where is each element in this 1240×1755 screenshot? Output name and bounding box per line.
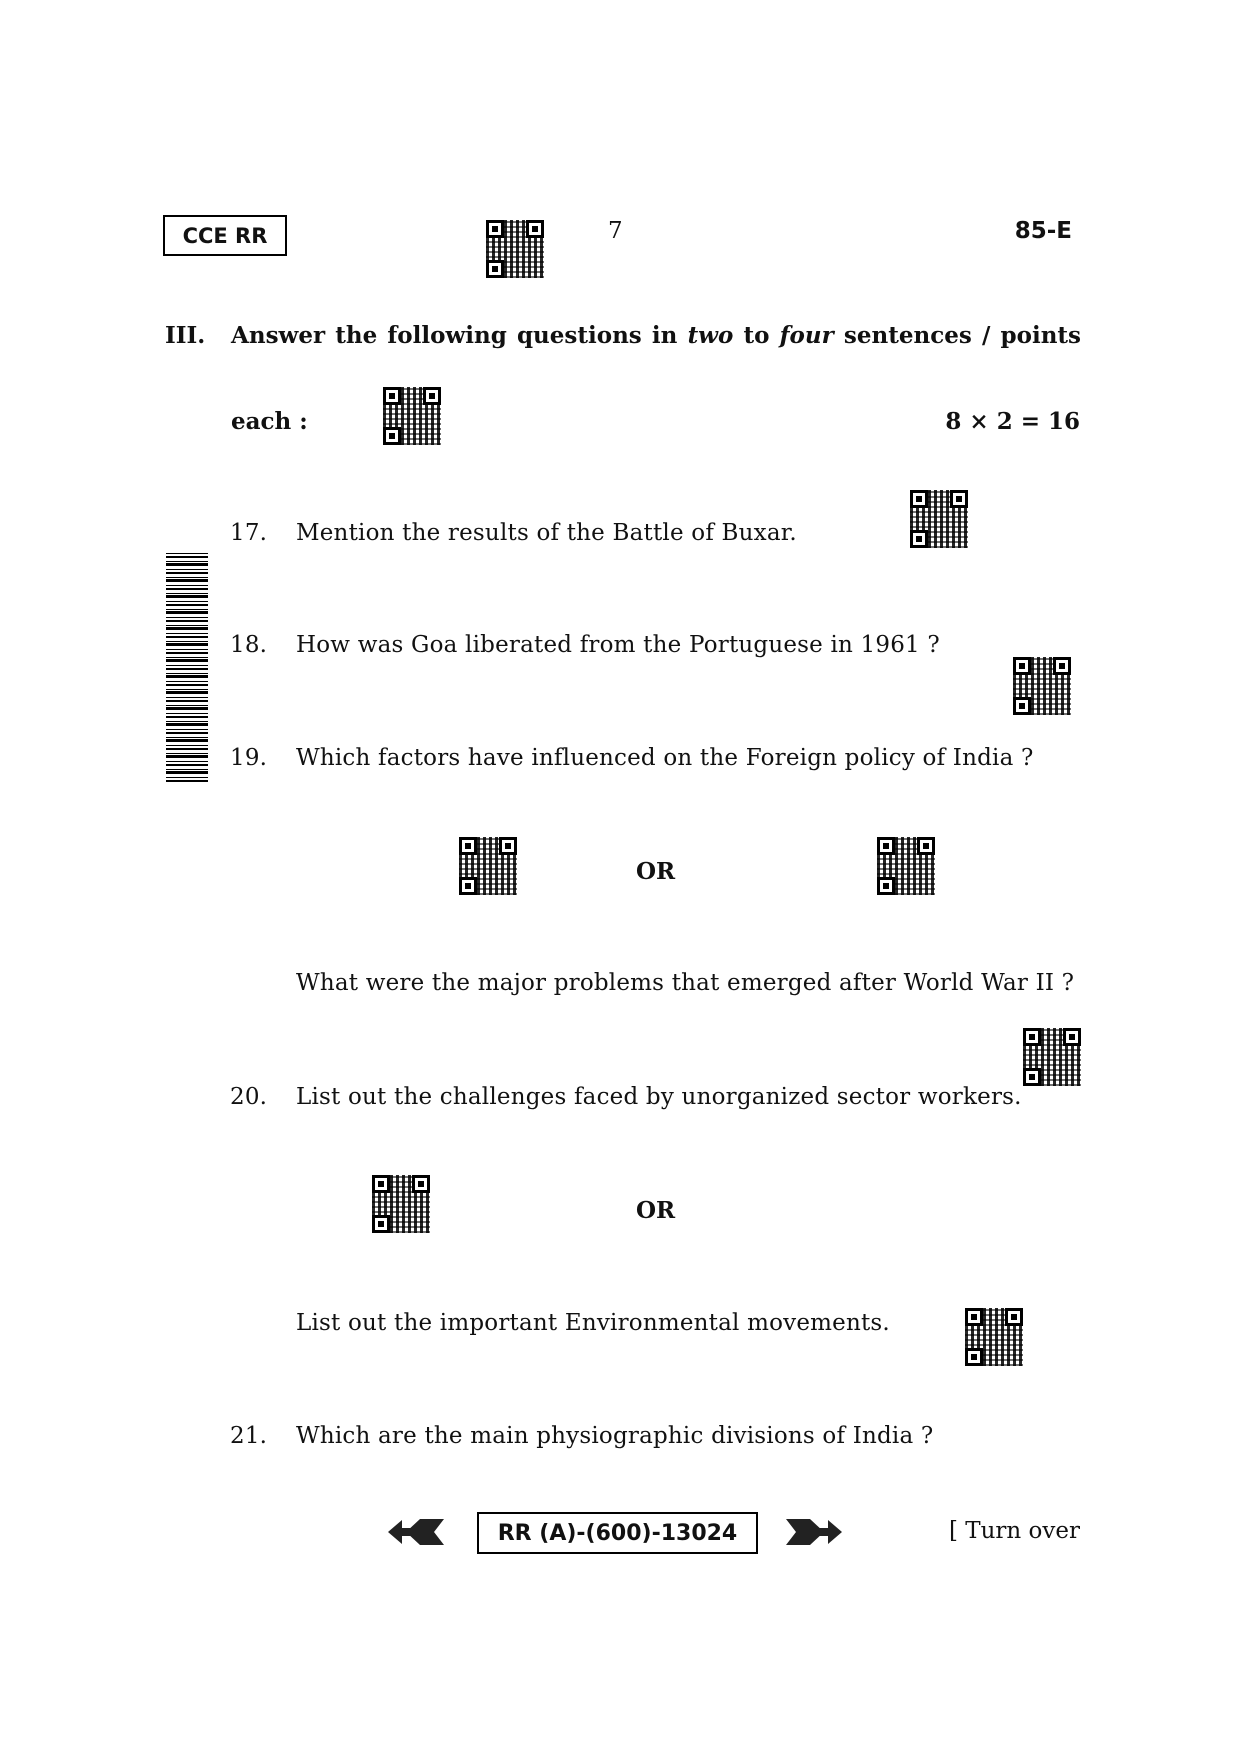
question-number: 18. [230,632,268,658]
question-number: 19. [230,745,268,771]
or-separator: OR [636,1197,676,1224]
question-number: 20. [230,1084,268,1110]
instruction-four: four [779,322,834,349]
section-instruction [231,322,1081,349]
code-box-label: CCE RR [182,223,268,248]
question-number: 21. [230,1423,268,1449]
question-text: Which are the main physiographic divisions of India ? [296,1423,934,1449]
qr-code-icon [486,220,544,278]
qr-code-icon [910,490,968,548]
question-text: How was Goa liberated from the Portuguese in 1961 ? [296,632,940,658]
page-number: 7 [608,218,623,244]
section-marks: 8 × 2 = 16 [945,408,1080,435]
code-box [163,215,287,256]
qr-code-icon [877,837,935,895]
instruction-part-a: Answer the following questions in [231,322,688,349]
section-number: III. [165,322,206,349]
or-separator: OR [636,858,676,885]
footer-code-box [477,1512,758,1554]
question-text: Which factors have influenced on the Foreign policy of India ? [296,745,1034,771]
question-text: Mention the results of the Battle of Buxar. [296,520,797,546]
qr-code-icon [965,1308,1023,1366]
double-arrow-right-icon [786,1517,842,1547]
question-text: List out the important Environmental movements. [296,1310,890,1336]
turn-over-note: [ Turn over [948,1518,1080,1544]
question-text: List out the challenges faced by unorganized sector workers. [296,1084,1022,1110]
qr-code-icon [372,1175,430,1233]
question-number: 17. [230,520,268,546]
barcode-icon [166,550,208,782]
instruction-part-b: to [733,322,780,349]
instruction-continued: each : [231,408,308,435]
footer-code: RR (A)-(600)-13024 [497,1520,738,1546]
qr-code-icon [1013,657,1071,715]
question-text: What were the major problems that emerged after World War II ? [296,970,1075,996]
qr-code-icon [383,387,441,445]
paper-code: 85-E [1014,218,1072,244]
instruction-two: two [687,322,734,349]
double-arrow-left-icon [388,1517,444,1547]
instruction-part-c: sentences / points [833,322,1081,349]
qr-code-icon [459,837,517,895]
qr-code-icon [1023,1028,1081,1086]
